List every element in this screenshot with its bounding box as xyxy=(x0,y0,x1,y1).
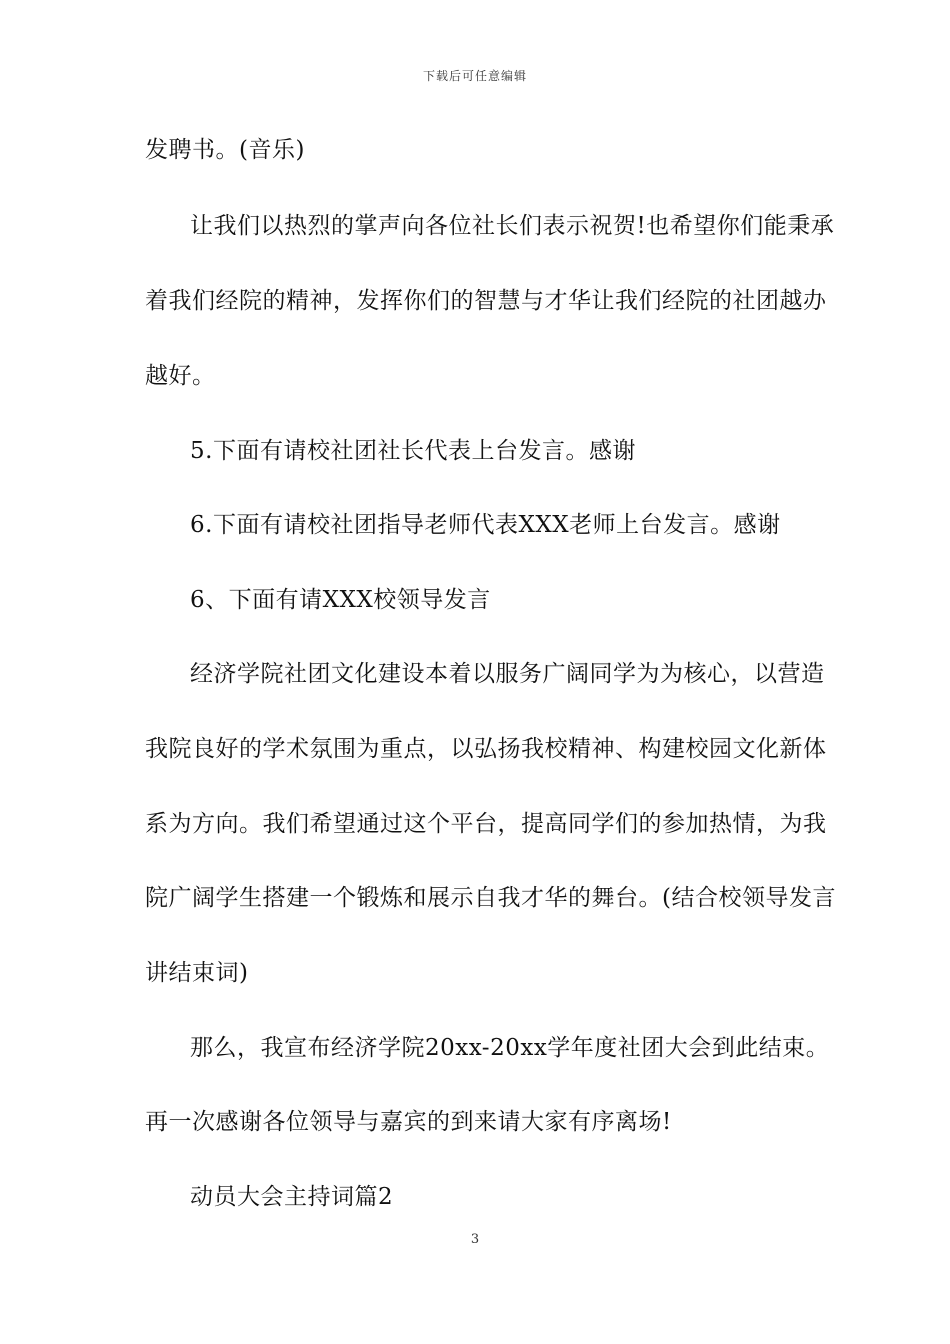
text-line: 动员大会主持词篇2 xyxy=(190,1184,394,1210)
text-line: 6、下面有请XXX校领导发言 xyxy=(190,587,491,613)
text-line: 5.下面有请校社团社长代表上台发言。感谢 xyxy=(190,438,636,464)
text-line: 着我们经院的精神，发挥你们的智慧与才华让我们经院的社团越办 xyxy=(145,288,827,314)
text-line: 让我们以热烈的掌声向各位社长们表示祝贺!也希望你们能秉承 xyxy=(190,213,835,239)
text-line: 越好。 xyxy=(145,363,216,389)
text-line: 再一次感谢各位领导与嘉宾的到来请大家有序离场! xyxy=(145,1109,672,1135)
text-line: 系为方向。我们希望通过这个平台，提高同学们的参加热情，为我 xyxy=(145,811,827,837)
text-line: 经济学院社团文化建设本着以服务广阔同学为为核心，以营造 xyxy=(190,661,825,687)
text-line: 那么，我宣布经济学院20xx-20xx学年度社团大会到此结束。 xyxy=(190,1035,830,1061)
page-header: 下载后可任意编辑 xyxy=(422,69,527,83)
page-number: 3 xyxy=(470,1232,480,1247)
text-line: 讲结束词) xyxy=(145,960,249,986)
text-line: 院广阔学生搭建一个锻炼和展示自我才华的舞台。(结合校领导发言 xyxy=(145,885,836,911)
text-line: 发聘书。(音乐) xyxy=(145,137,305,163)
text-line: 6.下面有请校社团指导老师代表XXX老师上台发言。感谢 xyxy=(190,512,781,538)
text-line: 我院良好的学术氛围为重点，以弘扬我校精神、构建校园文化新体 xyxy=(145,736,827,762)
